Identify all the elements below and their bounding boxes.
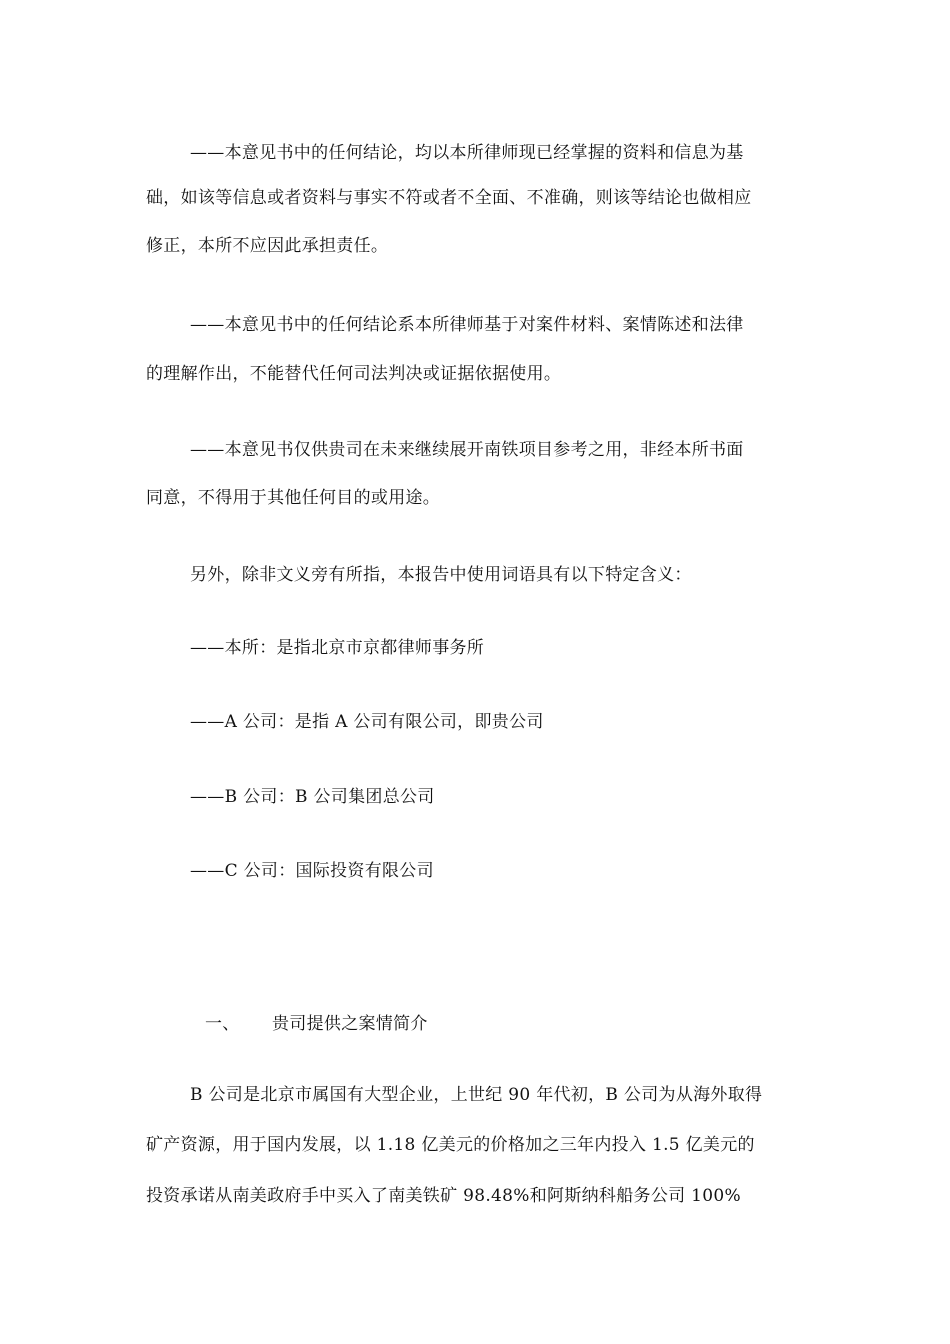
section-number: 一、 xyxy=(205,1014,240,1034)
disclaimer-1-line-2: 础，如该等信息或者资料与事实不符或者不全面、不准确，则该等结论也做相应 xyxy=(146,188,752,208)
definition-item: ——B 公司：B 公司集团总公司 xyxy=(190,787,435,807)
definitions-intro: 另外，除非文义旁有所指，本报告中使用词语具有以下特定含义： xyxy=(190,565,692,585)
case-paragraph-line-1: B 公司是北京市属国有大型企业，上世纪 90 年代初，B 公司为从海外取得 xyxy=(190,1085,763,1105)
disclaimer-3-line-2: 同意，不得用于其他任何目的或用途。 xyxy=(146,488,441,508)
section-title: 贵司提供之案情简介 xyxy=(272,1014,428,1034)
definition-item: ——本所：是指北京市京都律师事务所 xyxy=(190,638,485,658)
disclaimer-3-line-1: ——本意见书仅供贵司在未来继续展开南铁项目参考之用，非经本所书面 xyxy=(190,440,744,460)
case-paragraph-line-3: 投资承诺从南美政府手中买入了南美铁矿 98.48%和阿斯纳科船务公司 100% xyxy=(146,1186,741,1206)
case-paragraph-line-2: 矿产资源，用于国内发展，以 1.18 亿美元的价格加之三年内投入 1.5 亿美元的 xyxy=(146,1135,755,1155)
definition-item: ——A 公司：是指 A 公司有限公司，即贵公司 xyxy=(190,712,544,732)
disclaimer-2-line-1: ——本意见书中的任何结论系本所律师基于对案件材料、案情陈述和法律 xyxy=(190,315,744,335)
definition-item: ——C 公司：国际投资有限公司 xyxy=(190,861,434,881)
disclaimer-1-line-3: 修正，本所不应因此承担责任。 xyxy=(146,236,389,256)
disclaimer-2-line-2: 的理解作出，不能替代任何司法判决或证据依据使用。 xyxy=(146,364,562,384)
disclaimer-1-line-1: ——本意见书中的任何结论，均以本所律师现已经掌握的资料和信息为基 xyxy=(190,143,744,163)
